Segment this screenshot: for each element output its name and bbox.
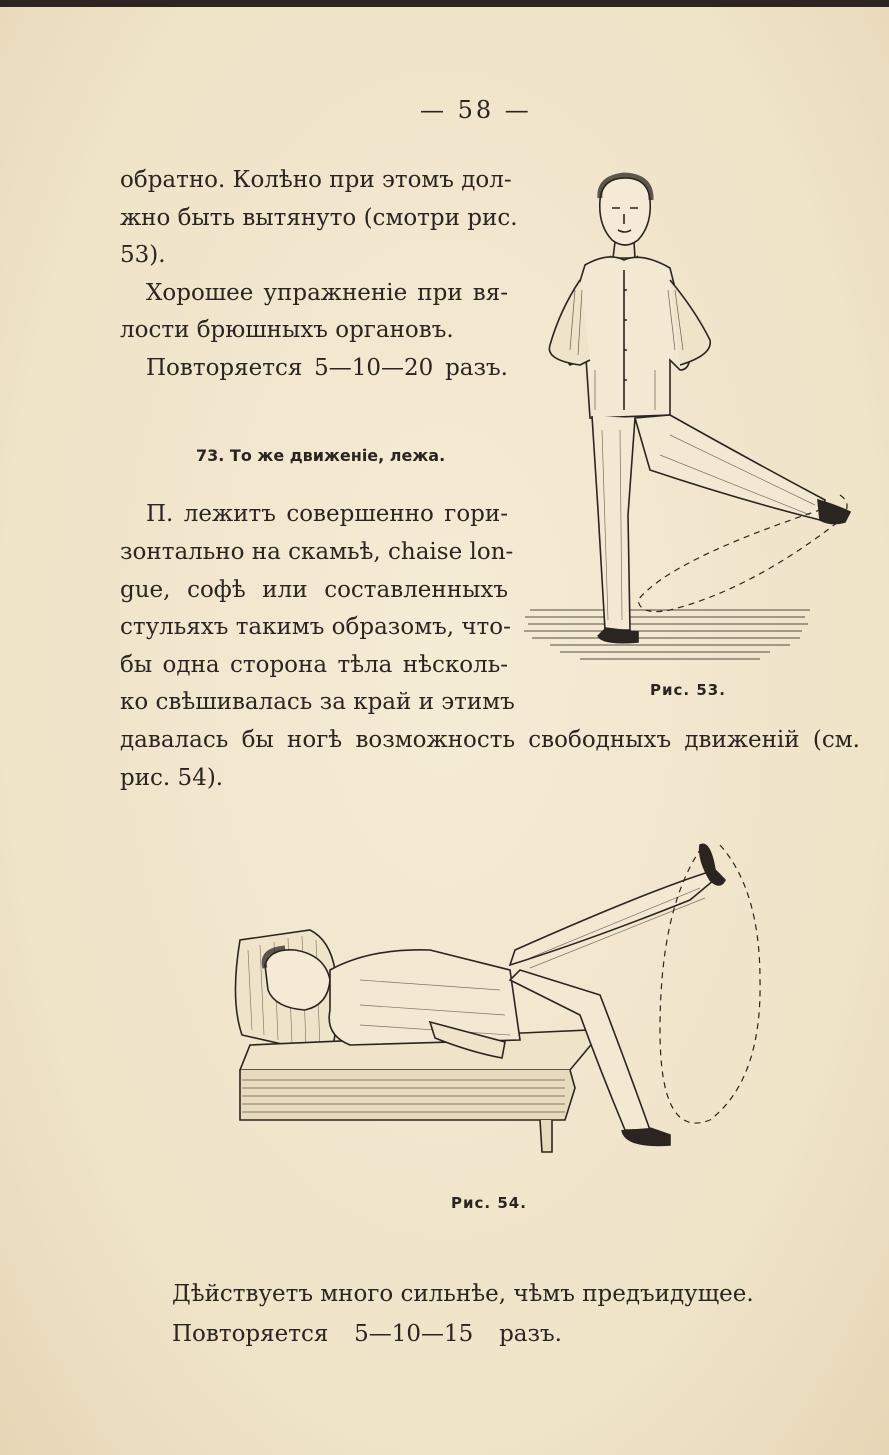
text-line: давалась бы ногѣ возможность свободныхъ движеній (см. (120, 727, 860, 753)
figure-53-caption: Рис. 53. (650, 681, 726, 699)
figure-54-caption: Рис. 54. (451, 1194, 527, 1212)
section-heading: 73. То же движеніе, лежа. (196, 446, 446, 465)
text-line: зонтально на скамьѣ, chaise lon- (120, 539, 514, 565)
paragraph-4 (120, 534, 515, 722)
standing-man-leg-raise-illustration (520, 170, 860, 670)
text-line: ко свѣшивалась за край и этимъ (120, 689, 515, 716)
text-line: Хорошее упражненіе при вя- (146, 280, 508, 306)
text-line: Повторяется 5—10—20 разъ. (146, 355, 508, 381)
paragraph-4-wide (120, 722, 860, 797)
paragraph-2 (146, 275, 508, 313)
text-line: П. лежитъ совершенно гори- (146, 501, 508, 527)
text-line: обратно. Колѣно при этомъ дол- (120, 167, 512, 193)
page-number: — 58 — (420, 96, 532, 124)
paragraph-5 (172, 1276, 754, 1314)
text-line: Повторяется 5—10—15 разъ. (172, 1321, 562, 1347)
text-line: лости брюшныхъ органовъ. (120, 317, 454, 343)
text-line: бы одна сторона тѣла нѣсколь- (120, 651, 508, 678)
paragraph-5-cont (172, 1316, 562, 1354)
scan-top-edge (0, 0, 889, 7)
paragraph-4-first-line (146, 496, 508, 534)
paragraph-3 (146, 350, 508, 388)
text-line: стульяхъ такимъ образомъ, что- (120, 614, 511, 641)
text-line: gue, софѣ или составленныхъ (120, 576, 508, 603)
lying-man-leg-raise-illustration (230, 830, 770, 1160)
paragraph-2-cont (120, 312, 460, 350)
text-line: Дѣйствуетъ много сильнѣе, чѣмъ предъидущее. (172, 1281, 754, 1307)
paragraph-1 (120, 162, 518, 275)
text-line: жно быть вытянуто (смотри рис. (120, 204, 518, 231)
text-line: 53). (120, 242, 166, 269)
text-line: рис. 54). (120, 764, 224, 791)
